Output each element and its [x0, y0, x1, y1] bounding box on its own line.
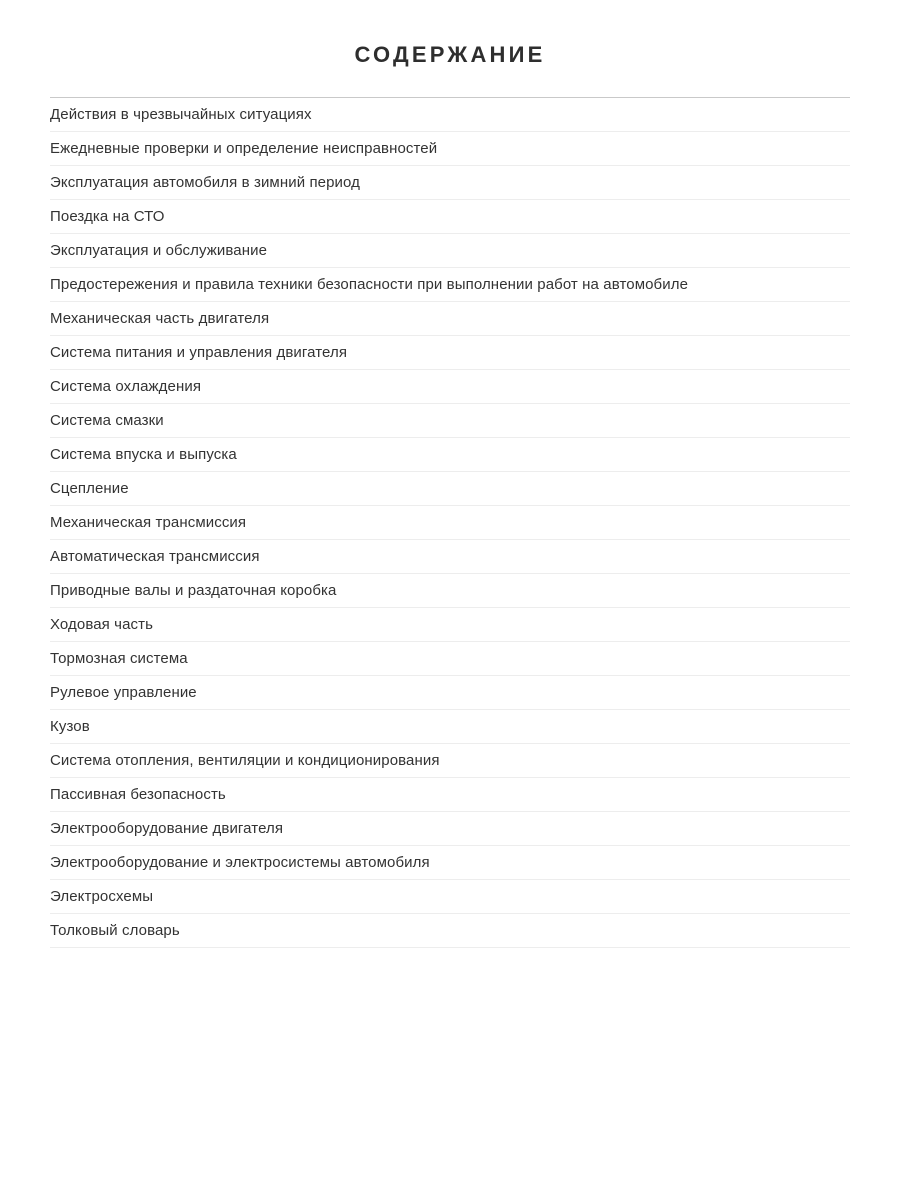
toc-entry[interactable]: [50, 778, 850, 812]
toc-entry[interactable]: [50, 914, 850, 948]
toc-entry-label: Эксплуатация и обслуживание: [50, 241, 268, 259]
page-title: СОДЕРЖАНИЕ: [354, 42, 546, 67]
toc-entry-label: Тормозная система: [50, 649, 188, 667]
toc-entry-label: Ходовая часть: [50, 615, 154, 633]
toc-entry[interactable]: [50, 166, 850, 200]
toc-entry[interactable]: [50, 404, 850, 438]
toc-entry-label: Система отопления, вентиляции и кондиционирования: [50, 751, 440, 769]
toc-entry[interactable]: [50, 268, 850, 302]
toc-entry[interactable]: [50, 200, 850, 234]
toc-entry[interactable]: [50, 302, 850, 336]
toc-entry-label: Приводные валы и раздаточная коробка: [50, 581, 337, 599]
toc-entry[interactable]: [50, 880, 850, 914]
toc-entry-label: Кузов: [50, 717, 90, 735]
toc-entry[interactable]: [50, 608, 850, 642]
toc-entry[interactable]: [50, 540, 850, 574]
table-of-contents-list: [50, 98, 850, 948]
toc-entry-label: Электрооборудование двигателя: [50, 819, 284, 837]
toc-entry[interactable]: [50, 642, 850, 676]
toc-entry[interactable]: [50, 710, 850, 744]
toc-entry-label: Рулевое управление: [50, 683, 197, 701]
toc-entry-label: Ежедневные проверки и определение неисправностей: [50, 139, 438, 157]
toc-entry-label: Система впуска и выпуска: [50, 445, 237, 463]
toc-entry-label: Электросхемы: [50, 887, 154, 905]
toc-entry[interactable]: [50, 744, 850, 778]
toc-entry-label: Механическая часть двигателя: [50, 309, 270, 327]
toc-entry[interactable]: [50, 574, 850, 608]
toc-entry-label: Механическая трансмиссия: [50, 513, 247, 531]
toc-entry-label: Сцепление: [50, 479, 129, 497]
toc-entry-label: Предостережения и правила техники безопасности при выполнении работ на автомобиле: [50, 275, 689, 293]
toc-entry-label: Эксплуатация автомобиля в зимний период: [50, 173, 360, 191]
toc-entry[interactable]: [50, 676, 850, 710]
toc-entry[interactable]: [50, 472, 850, 506]
toc-entry[interactable]: [50, 132, 850, 166]
toc-entry-label: Пассивная безопасность: [50, 785, 226, 803]
toc-entry[interactable]: [50, 370, 850, 404]
toc-entry-label: Поездка на СТО: [50, 207, 165, 225]
toc-entry-label: Система смазки: [50, 411, 164, 429]
toc-entry-label: Толковый словарь: [50, 921, 180, 939]
toc-entry[interactable]: [50, 98, 850, 132]
toc-entry-label: Действия в чрезвычайных ситуациях: [50, 105, 312, 123]
toc-entry[interactable]: [50, 234, 850, 268]
toc-entry[interactable]: [50, 812, 850, 846]
toc-entry-label: Система питания и управления двигателя: [50, 343, 348, 361]
toc-entry[interactable]: [50, 336, 850, 370]
toc-entry[interactable]: [50, 438, 850, 472]
toc-entry[interactable]: [50, 506, 850, 540]
toc-entry-label: Система охлаждения: [50, 377, 202, 395]
toc-entry-label: Автоматическая трансмиссия: [50, 547, 260, 565]
toc-entry[interactable]: [50, 846, 850, 880]
toc-entry-label: Электрооборудование и электросистемы автомобиля: [50, 853, 430, 871]
